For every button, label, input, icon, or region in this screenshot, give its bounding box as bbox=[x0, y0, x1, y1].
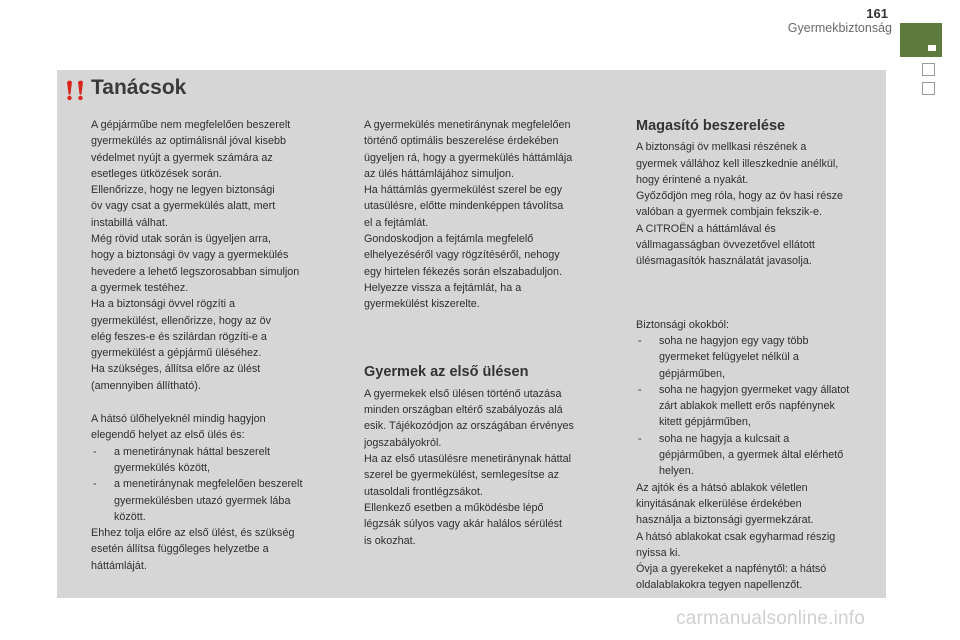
col1-p1-line: Még rövid utak során is ügyeljen arra, bbox=[91, 233, 272, 246]
col3-dash-item-line: zárt ablakok mellett erős napfénynek bbox=[659, 400, 835, 413]
col2-p2-line: utasoldali frontlégzsákot. bbox=[364, 485, 483, 498]
col3-dash-item-line: gépjárműben, a gyermek által elérhető bbox=[659, 449, 844, 462]
col1-dash-item-line: - a menetiránynak háttal beszerelt bbox=[114, 445, 271, 458]
warning-icon bbox=[63, 79, 87, 101]
col2-paragraph-1 bbox=[364, 117, 614, 313]
col1-p2-intro-line: elegendő helyet az első ülés és: bbox=[91, 429, 245, 442]
col3-dash-item-line: - soha ne hagyjon egy vagy több bbox=[659, 334, 809, 347]
col1-p2-intro-line: A hátsó ülőhelyeknél mindig hagyjon bbox=[91, 413, 266, 426]
col3-p2-outro-line: nyissa ki. bbox=[636, 546, 681, 559]
col2-p1-line: egy hirtelen fékezés során elszabaduljon. bbox=[364, 265, 563, 278]
col1-dash-item-line: gyermekülésben utazó gyermek lába bbox=[114, 494, 291, 507]
col3-dash-item-line: gyermeket felügyelet nélkül a bbox=[659, 351, 799, 364]
col1-p1-line: hevedere a lehető legszorosabban simuljon bbox=[91, 265, 300, 278]
col2-p1-line: ügyeljen rá, hogy a gyermekülés háttámlája bbox=[364, 151, 573, 164]
col2-p2-line: Ha az első utasülésre menetiránynak háttal bbox=[364, 453, 572, 466]
column-3 bbox=[636, 118, 882, 594]
col1-p2-outro-line: esetén állítsa függőleges helyzetbe a bbox=[91, 543, 269, 556]
col2-p1-line: Gondoskodjon a fejtámla megfelelő bbox=[364, 233, 534, 246]
chapter-title: Gyermekbiztonság bbox=[787, 21, 892, 35]
col3-dash-item-line: - soha ne hagyja a kulcsait a bbox=[659, 432, 790, 445]
watermark: carmanualsonline.info bbox=[676, 608, 866, 629]
col1-p2-outro-line: Ehhez tolja előre az első ülést, és szükség bbox=[91, 527, 295, 540]
tab-marker bbox=[928, 45, 936, 51]
col1-dash-item bbox=[91, 476, 341, 525]
col3-p1-line: hogy érintené a nyakát. bbox=[636, 173, 749, 186]
col3-dash-item bbox=[636, 431, 882, 480]
column-1 bbox=[91, 117, 341, 574]
col3-dash-item-line: kitett gépjárműben, bbox=[659, 416, 751, 429]
col3-dash-item-line: helyen. bbox=[659, 465, 694, 478]
col1-p1-line: (amennyiben állítható). bbox=[91, 379, 201, 392]
col3-p1-line: vállmagasságban övvezetővel ellátott bbox=[636, 239, 815, 252]
col1-p1-line: a gyermek testéhez. bbox=[91, 281, 189, 294]
col1-dash-item-line: között. bbox=[114, 510, 146, 523]
col3-dash-list bbox=[636, 333, 882, 480]
col1-p2-outro-line: háttámláját. bbox=[91, 559, 147, 572]
nav-box-1[interactable] bbox=[922, 63, 935, 76]
col2-p1-line: az ülés háttámlájához simuljon. bbox=[364, 167, 515, 180]
col3-paragraph-1 bbox=[636, 139, 882, 269]
col3-p2-outro-line: oldalablakokra tegyen napellenzőt. bbox=[636, 579, 803, 592]
col2-p1-line: A gyermekülés menetiránynak megfelelően bbox=[364, 119, 571, 131]
col1-p1-line: instabillá válhat. bbox=[91, 216, 168, 229]
nav-box-2[interactable] bbox=[922, 82, 935, 95]
col3-dash-item bbox=[636, 333, 882, 382]
col1-p1-line: hogy a biztonsági öv vagy a gyermekülés bbox=[91, 249, 289, 262]
col3-p1-line: Győződjön meg róla, hogy az öv hasi része bbox=[636, 190, 844, 203]
col2-paragraph-2 bbox=[364, 386, 614, 549]
page-number: 161 bbox=[866, 6, 888, 21]
col3-p2-outro-line: A hátsó ablakokat csak egyharmad részig bbox=[636, 530, 836, 543]
col1-paragraph-2-outro bbox=[91, 525, 341, 574]
col1-p1-line: védelmet nyújt a gyermek számára az bbox=[91, 151, 273, 164]
col3-p2-outro-line: kinyitásának elkerülése érdekében bbox=[636, 497, 802, 510]
col2-p2-line: Ellenkező esetben a működésbe lépő bbox=[364, 501, 544, 514]
col1-p1-line: gyermekülést, ellenőrizze, hogy az öv bbox=[91, 314, 272, 327]
col1-paragraph-2-intro bbox=[91, 411, 341, 444]
col1-dash-item-line: gyermekülés között, bbox=[114, 461, 211, 474]
chapter-tab[interactable] bbox=[900, 23, 942, 57]
col2-p2-line: minden országban eltérő szabályozás alá bbox=[364, 404, 563, 417]
col2-p2-line: szerel be gyermekülést, semlegesítse az bbox=[364, 469, 560, 482]
col3-p1-line: A CITROËN a háttámlával és bbox=[636, 222, 776, 235]
col3-p2-outro-line: Óvja a gyerekeket a napfénytől: a hátsó bbox=[636, 563, 827, 576]
col1-dash-list bbox=[91, 444, 341, 525]
col1-p1-line: gyermekülés az optimálisnál jóval kisebb bbox=[91, 135, 287, 148]
col3-dash-item-line: gépjárműben, bbox=[659, 367, 726, 380]
section-title: Tanácsok bbox=[91, 76, 187, 99]
col1-paragraph-1 bbox=[91, 117, 341, 394]
col1-p1-line: gyermekülést a gépjármű üléséhez. bbox=[91, 347, 262, 360]
col2-p1-line: Helyezze vissza a fejtámlát, ha a bbox=[364, 281, 522, 294]
col3-dash-item-line: - soha ne hagyjon gyermeket vagy állatot bbox=[659, 383, 850, 396]
col3-p1-line: ülésmagasítók használatát javasolja. bbox=[636, 255, 812, 268]
col2-p1-line: gyermekülést kiszerelte. bbox=[364, 298, 480, 311]
col3-paragraph-2-outro bbox=[636, 480, 882, 594]
col2-heading: Gyermek az első ülésen bbox=[364, 363, 529, 380]
col3-p1-line: valóban a gyermek combjain fekszik-e. bbox=[636, 206, 823, 219]
col1-p1-line: öv vagy csat a gyermekülés alatt, mert bbox=[91, 200, 276, 213]
col3-p2-outro-line: használja a biztonsági gyermekzárat. bbox=[636, 514, 814, 527]
col3-p1-line: gyermek vállához kell illeszkednie anélkül, bbox=[636, 157, 839, 170]
col2-p1-line: elhelyezéséről vagy rögzítéséről, nehogy bbox=[364, 249, 560, 262]
col1-p1-line: esetleges ütközések során. bbox=[91, 167, 222, 180]
col3-paragraph-2-intro: Biztonsági okokból: bbox=[636, 318, 730, 331]
col3-p2-outro-line: Az ajtók és a hátsó ablakok véletlen bbox=[636, 481, 808, 494]
col2-p2-line: esik. Tájékozódjon az országában érvényes bbox=[364, 420, 574, 433]
col1-dash-item-line: - a menetiránynak megfelelően beszerelt bbox=[114, 478, 303, 491]
col2-p2-line: A gyermekek első ülésen történő utazása bbox=[364, 387, 562, 400]
col1-p1-line: Ha szükséges, állítsa előre az ülést bbox=[91, 363, 261, 376]
col1-dash-item bbox=[91, 444, 341, 477]
col1-p1-line: A gépjárműbe nem megfelelően beszerelt bbox=[91, 119, 291, 131]
col3-dash-item bbox=[636, 382, 882, 431]
col2-p2-line: is okozhat. bbox=[364, 534, 416, 547]
col1-p1-line: elég feszes-e és szilárdan rögzíti-e a bbox=[91, 330, 267, 343]
col2-p1-line: utasülésre, előtte mindenképpen távolítsa bbox=[364, 200, 564, 213]
col1-p1-line: Ellenőrizze, hogy ne legyen biztonsági bbox=[91, 184, 275, 197]
col3-heading: Magasító beszerelése bbox=[636, 118, 786, 134]
col2-p1-line: Ha háttámlás gyermekülést szerel be egy bbox=[364, 184, 563, 197]
col2-p2-line: légzsák súlyos vagy akár halálos sérülést bbox=[364, 518, 563, 531]
col3-p1-line: A biztonsági öv mellkasi részének a bbox=[636, 141, 807, 154]
col2-p1-line: el a fejtámlát. bbox=[364, 216, 429, 229]
col2-p1-line: történő optimális beszerelése érdekében bbox=[364, 135, 559, 148]
col1-p1-line: Ha a biztonsági övvel rögzíti a bbox=[91, 298, 236, 311]
col2-p2-line: jogszabályokról. bbox=[364, 436, 442, 449]
column-2 bbox=[364, 117, 614, 549]
